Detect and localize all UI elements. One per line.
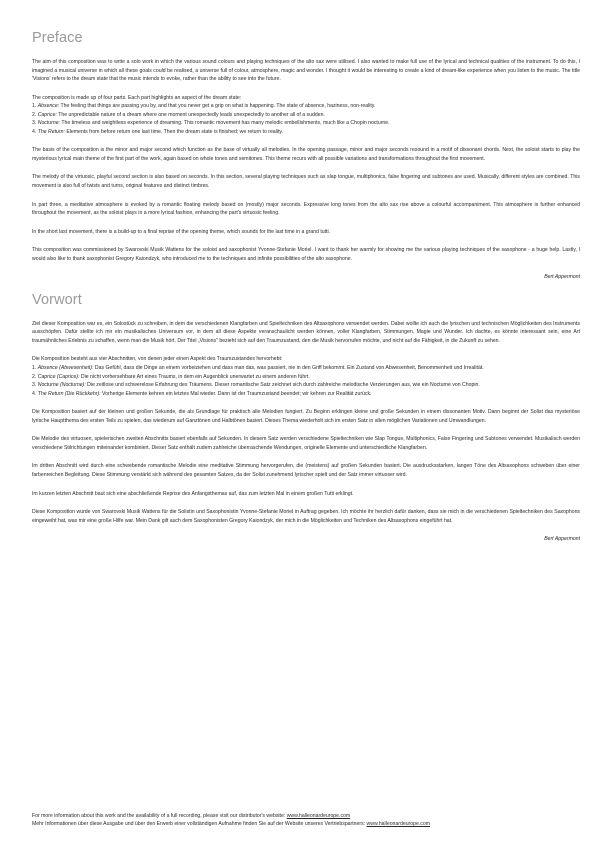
distributor-link[interactable]: www.halleonardeurope.com [366, 821, 430, 828]
footer [32, 812, 592, 829]
distributor-link[interactable]: www.halleonardeurope.com [286, 813, 351, 819]
footer-text: Mehr Informationen über diese Ausgabe und über den Erwerb einer vollständigen Aufnahme finden Sie auf der Website unseres Vertriebspartners: [32, 821, 367, 828]
preface-list-intro: The composition is made up of four parts. Each part highlights an aspect of the dream state: [32, 94, 242, 101]
list-item [32, 373, 580, 382]
vorwort-signature: Bert Appermont [544, 536, 580, 543]
vorwort-section [32, 292, 580, 544]
part-name: The Return (Die Rückkehr): [37, 390, 101, 397]
part-description: Die nicht vorhersehbare Art eines Traums, in dem ein Augenblick unerwartet zu einem anderen führt. [79, 373, 310, 380]
list-number: 1. [32, 365, 37, 372]
list-item [32, 390, 580, 399]
preface-paragraph-2: The basis of the composition is the minor and major second which function as the base of virtually all melodies. In the opening passage, minor and major seconds resound in a motif of dissonant chords. Next, the soloist starts to play the mysterious lyrical main theme of the first part of the work, again based on whole tones and semitones. This theme recurs with all possible variations and transformations throughout the first movement. [32, 147, 580, 162]
preface-paragraph-1: The aim of this composition was to write a solo work in which the various sound colours and playing techniques of the alto sax were utilised. I also wanted to make full use of the lyrical and technical qualities of the instrument. To do this, I imagined a musical universe in which all these goals could be realised, a universe full of colour, atmosphere, magic and wonder. I thought it would be interesting to create a kind of dream-like experience when you listen to the music. The title 'Visions' refers to the dream state that the music intends to evoke, rather than the ability to see into the future. [32, 59, 580, 83]
part-name: Absence: [37, 103, 60, 110]
preface-paragraph-5: In the short last movement, there is a build-up to a final reprise of the opening theme, which sounds for the last time in a grand tutti. [32, 228, 331, 235]
footer-line-german [32, 820, 592, 828]
part-description: Das Gefühl, dass die Dinge an einem vorbeiziehen und dass man das, was passiert, nie in den Griff bekommt. Ein Zustand von Abwesenheit, Benommenheit und Irrealität. [93, 365, 484, 372]
preface-paragraph-4: In part three, a meditative atmosphere is evoked by a romantic floating melody based on (mostly) major seconds. Expressive long tones from the alto sax rise above a colourful accompaniment. This atmosphere is further enhanced throughout the movement, as the soloist plays in a more lyrical fashion, enhancing the part's virtuosic feeling. [32, 201, 580, 217]
list-number: 1. [32, 103, 37, 110]
preface-paragraph-6: This composition was commissioned by Swarovski Musik Wattens for the soloist and saxophonist Yvonne-Stefanie Moriel. I want to thank her warmly for showing me the various playing techniques of the saxophone - a huge help. Lastly, I would also like to thank saxophonist Gregory Kaiondzyk, who introduced me to the techniques and infinite possibilities of the alto saxophone. [32, 247, 580, 262]
part-name: Nocturne (Nocturne): [37, 382, 86, 389]
preface-section [32, 30, 580, 282]
part-name: Caprice (Caprice): [37, 373, 80, 380]
vorwort-list-intro: Die Komposition besteht aus vier Abschnitten, von denen jeder einen Aspekt des Traumzustandes hervorhebt: [32, 356, 283, 363]
vorwort-paragraph-6: Diese Komposition wurde von Swarovski Musik Wattens für die Solistin und Saxophonistin Yvonne-Stefanie Moriel in Auftrag gegeben. Ich möchte ihr herzlich dafür danken, dass sie mich in die verschiedenen Spieltechniken des Saxophons eingeweiht hat, was mir eine große Hilfe war. Mein Dank gilt auch dem Saxophonisten Gregory Kaiondzyk, der mich in die Möglichkeiten und Techniken des Altsaxophons eingeführt hat. [32, 509, 580, 524]
part-description: The unpredictable nature of a dream where one moment unexpectedly leads unexpectedly to another all of a sudden. [56, 111, 325, 118]
part-name: Caprice: [37, 111, 57, 118]
list-number: 3. [32, 382, 37, 389]
list-item [32, 128, 580, 137]
part-description: Vorherige Elemente kehren ein letztes Mal wieder. Dann ist der Traumzustand beendet; wir kehren zur Realität zurück. [100, 390, 372, 397]
vorwort-paragraph-4: Im dritten Abschnitt wird durch eine schwebende romantische Melodie eine meditative Stimmung hervorgerufen, die (meistens) auf großen Sekunden basiert. Die ausdrucksstarken, langen Töne des Altsaxophons schweben über einer farbenreichen Begleitung. Diese Stimmung verstärkt sich während des gesamten Satzes, da der Solist zunehmend lyrischer spielt und der Satz immer virtuoser wird. [32, 463, 580, 478]
part-description: Elements from before return one last time. Then the dream state is finished; we return to reality. [64, 128, 283, 135]
vorwort-paragraph-3: Die Melodie des virtuosen, spielerischen zweiten Abschnitts basiert ebenfalls auf Sekunden. In diesem Satz werden verschiedene Spieltechniken wie Slap Tongue, Multiphonics, False Fingering und Subtones verwendet. Musikalisch werden verschiedene Stilrichtungen miteinander kombiniert. Dieser Satz enthält zudem zahlreiche überraschende Wendungen, originelle Elemente und unterschiedliche Klangfarben. [32, 436, 580, 451]
preface-parts-list [32, 94, 580, 137]
list-item [32, 111, 580, 120]
page [32, 30, 580, 544]
vorwort-title: Vorwort [32, 291, 82, 308]
vorwort-paragraph-1: Ziel dieser Komposition war es, ein Solostück zu schreiben, in dem die verschiedenen Klangfarben und Spieltechniken des Altsaxophons verwendet werden. Dabei wollte ich auch die lyrischen und technischen Möglichkeiten des Instruments ausschöpfen. Dafür stellte ich mir ein musikalisches Universum vor, in dem all diese Aspekte veranschaulicht werden können, voller Klangfarben, Stimmungen, Magie und Wunder. Ich dachte, es könnte interessant sein, eine Art traumähnliches Erlebnis zu schaffen, wenn man die Musik hört. Der Titel „Visions" bezieht sich auf den Traumzustand, den die Musik hervorrufen möchte, und nicht auf die Fähigkeit, in die Zukunft zu sehen. [32, 320, 580, 344]
footer-line-english [32, 812, 592, 820]
vorwort-parts-list [32, 355, 580, 398]
list-number: 3. [32, 120, 37, 127]
footer-text: For more information about this work and the availability of a full recording, please visit our distributor's website: [32, 813, 287, 819]
part-name: Nocturne: [37, 120, 61, 127]
part-name: Absence (Abwesenheit): [37, 365, 94, 372]
vorwort-paragraph-2: Die Komposition basiert auf der kleinen und großen Sekunde, die als Grundlage für praktisch alle Melodien fungiert. Zu Beginn erklingen kleine und große Sekunden in einem dissonanten Motiv. Dann beginnt der Solist das mysteriöse lyrische Hauptthema des ersten Teils zu spielen, das wiederum auf Ganztönen und Halbtönen basiert. Dieses Thema wiederholt sich im ersten Satz in allen möglichen Variationen und Umwandlungen. [32, 409, 580, 424]
part-name: The Return: [37, 128, 65, 135]
part-description: The feeling that things are passing you by, and that you never get a grip on what is happening. The state of absence, haziness, non-reality. [59, 103, 376, 110]
preface-paragraph-3: The melody of the virtuosic, playful second section is also based on seconds. In this section, several playing techniques such as slap tongue, multiphonics, false fingering and subtones are used. Musically, different styles are combined. This movement is also full of twists and turns, original features and distinct timbres. [32, 174, 580, 190]
list-item [32, 364, 580, 373]
list-number: 4. [32, 128, 37, 135]
list-number: 4. [32, 390, 37, 397]
preface-signature: Bert Appermont [544, 274, 580, 281]
vorwort-paragraph-5: Im kurzen letzten Abschnitt baut sich eine abschließende Reprise des Anfangsthemas auf, das zum letzten Mal in einem großen Tutti erklingt. [32, 490, 354, 497]
list-number: 2. [32, 111, 37, 118]
list-item [32, 119, 580, 128]
part-description: The timeless and weightless experience of dreaming. This romantic movement has many melodic embellishments, much like a Chopin nocturne. [60, 120, 390, 127]
list-number: 2. [32, 373, 37, 380]
preface-title: Preface [32, 30, 83, 46]
list-item [32, 102, 580, 111]
part-description: Die zeitlose und schwerelose Erfahrung des Träumens. Dieser romantische Satz zeichnet sich durch zahlreiche melodische Verzierungen aus, wie ein Nocturne von Chopin. [85, 382, 480, 389]
list-item [32, 381, 580, 390]
